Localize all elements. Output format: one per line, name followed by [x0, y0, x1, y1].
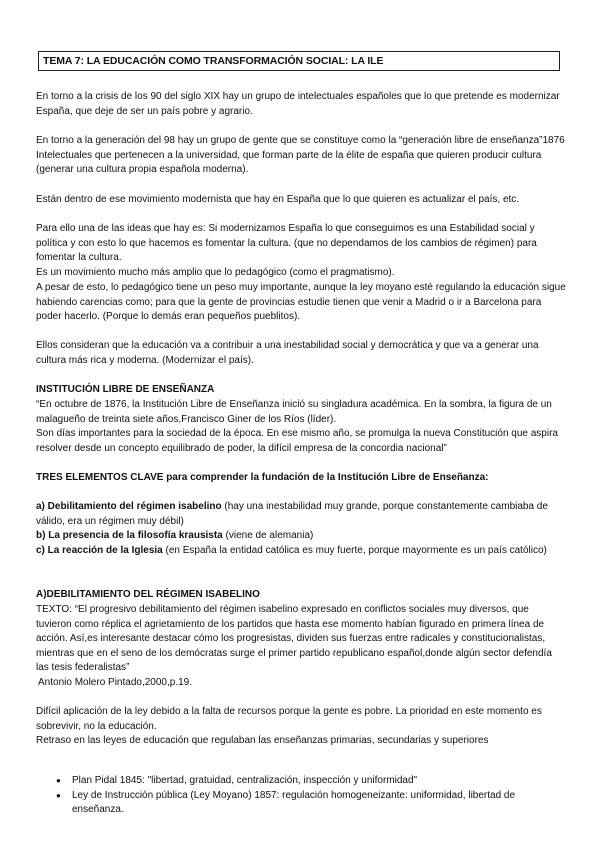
- list-item: ● Ley de Instrucción pública (Ley Moyano) 1857: regulación homogeneizante: uniformidad, libertad de enseñanza.: [56, 789, 566, 818]
- paragraph-consideran: Ellos consideran que la educación va a contribuir a una inestabilidad social y democrática y que va a generar una cultura más rica y moderna. (Modernizar el país).: [36, 340, 539, 366]
- paragraph-movimiento: Están dentro de ese movimiento modernista que hay en España que lo que quieren es actualizar el país, etc.: [36, 194, 520, 205]
- quote-ile-1: “En octubre de 1876, la Institución Libre de Enseñanza inició su singladura académica. En la sombra, la figura de un malagueño de treinta siete años,Francisco Giner de los Ríos (líder).: [36, 399, 552, 425]
- heading-debilitamiento: A)DEBILITAMIENTO DEL RÉGIMEN ISABELINO: [36, 589, 260, 600]
- paragraph-dificil: Difícil aplicación de la ley debido a la falta de recursos porque la gente es pobre. La prioridad en este momento es sobrevivir, no la educación.: [36, 706, 542, 732]
- element-b-desc: (viene de alemania): [222, 530, 314, 541]
- document-title: TEMA 7: LA EDUCACIÓN COMO TRANSFORMACIÓN SOCIAL: LA ILE: [43, 55, 384, 67]
- list-item: ● Plan Pidal 1845: "libertad, gratuidad, centralización, inspección y uniformidad": [56, 774, 566, 789]
- element-a: [36, 500, 566, 529]
- paragraph-generacion: En torno a la generación del 98 hay un grupo de gente que se constituye como la “generación libre de enseñanza”1876 Intelectuales que pertenecen a la universidad, que forman parte de la élite de españa que quieren producir cultura (generar una cultura propia española moderna).: [36, 135, 565, 176]
- paragraph-ideas: Para ello una de las ideas que hay es: Si modernizamos España lo que conseguimos es una Estabilidad social y política y con esto lo que hacemos es fomentar la cultura. (que no dependamos de los cambios de régimen) para fomentar la cultura.: [36, 223, 537, 264]
- title-box: [38, 51, 560, 71]
- paragraph-pedagogico: A pesar de esto, lo pedagógico tiene un peso muy importante, aunque la ley moyano esté regulando la educación sigue habiendo carencias como; para que la gente de provincias estudie tienen que venir a Madrid o ir a Barcelona para poder hacerlo. (Porque lo demás eran pequeños pueblitos).: [36, 282, 566, 323]
- quote-ile-2: Son días importantes para la sociedad de la época. En ese mismo año, se promulga la nueva Constitución que aspira resolver desde un concepto equilibrado de poder, la difícil empresa de la concordia nacional”: [36, 428, 558, 454]
- element-c-desc: (en España la entidad católica es muy fuerte, porque mayormente es un país católico): [162, 545, 547, 556]
- heading-ile: INSTITUCIÓN LIBRE DE ENSEÑANZA: [36, 384, 215, 395]
- element-b-title: b) La presencia de la filosofía krausista: [36, 530, 223, 541]
- element-c: [36, 544, 566, 559]
- heading-tres-elementos: TRES ELEMENTOS CLAVE para comprender la fundación de la Institución Libre de Enseñanza:: [36, 472, 489, 483]
- element-b: [36, 529, 566, 544]
- element-a-desc: (hay una inestabilidad muy grande, porque constantemente cambiaba de válido, era un régimen muy débil): [36, 501, 548, 527]
- element-c-title: c) La reacción de la Iglesia: [36, 545, 163, 556]
- paragraph-retraso: Retraso en las leyes de educación que regulaban las enseñanzas primarias, secundarias y superiores: [36, 735, 489, 746]
- element-a-title: a) Debilitamiento del régimen isabelino: [36, 501, 222, 512]
- paragraph-crisis: En torno a la crisis de los 90 del siglo XIX hay un grupo de intelectuales españoles que lo que pretende es modernizar España, que deje de ser un país pobre y agrario.: [36, 91, 560, 117]
- laws-list: [56, 774, 566, 818]
- citation: Antonio Molero Pintado,2000,p.19.: [38, 677, 192, 688]
- texto-quote: TEXTO: “El progresivo debilitamiento del régimen isabelino expresado en conflictos sociales muy diversos, que tuvieron como réplica el agrietamiento de los partidos que hasta ese momento habían figurado en primera línea de acción. Así,es interesante destacar cómo los progresistas, dividen sus fuerzas entre radicales y constitucionalistas, mientras que en el seno de los demócratas surge el primer partido republicano español,donde algún sector defendía las tesis federalistas”: [36, 604, 552, 674]
- paragraph-amplio: Es un movimiento mucho más amplio que lo pedagógico (como el pragmatismo).: [36, 267, 395, 278]
